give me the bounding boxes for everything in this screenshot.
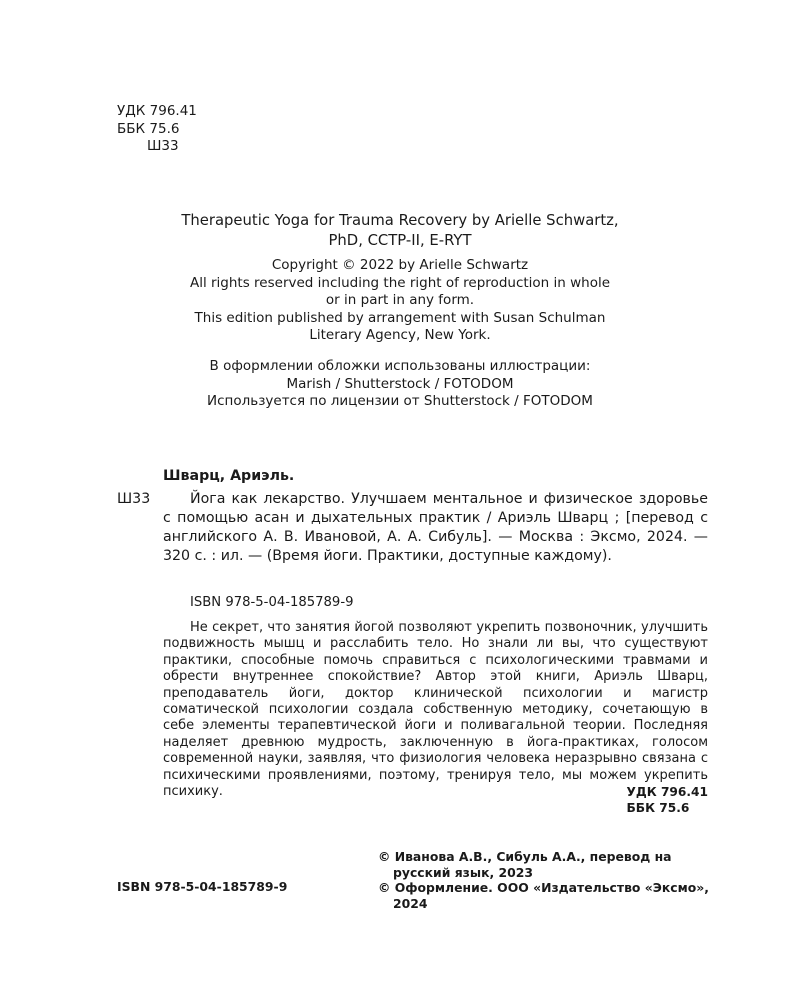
original-title-line2: PhD, CCTP-II, E-RYT (328, 232, 472, 249)
udk-code: УДК 796.41 (117, 103, 197, 119)
illustration-line3: Используется по лицензии от Shutterstock / FOTODOM (207, 393, 593, 409)
bbk-code: ББК 75.6 (117, 120, 180, 137)
rights-line1: All rights reserved including the right of reproduction in whole (189, 274, 611, 291)
copyright-line: Copyright © 2022 by Arielle Schwartz (271, 257, 529, 273)
annotation: Не секрет, что занятия йогой позволяют укрепить позвоночник, улучшить подвижность мышц и расслабить тело. Но знали ли вы, что существуют практики, способные помочь справиться с психологическими травмами и обрести внутреннее спокойствие? Автор этой книги, Ариэль Шварц, преподаватель йоги, доктор клинической психологии и магистр соматической психологии создала собственную методику, сочетающую в себе элементы терапевтической йоги и поливагальной теории. Последняя наделяет древнюю мудрость, заключенную в йога-практиках, голосом современной науки, заявляя, что физиология человека неразрывно связана с психическими проявлениями, поэтому, тренируя тело, мы можем укрепить психику. (163, 620, 708, 800)
design-copyright: © Оформление. ООО «Издательство «Эксмо», 2024 (378, 880, 709, 911)
right-classification-codes (627, 784, 709, 816)
right-udk-code: УДК 796.41 (626, 785, 708, 799)
illustration-line2: Marish / Shutterstock / FOTODOM (286, 375, 514, 392)
author-mark: Ш33 (147, 138, 179, 154)
classification-codes (117, 103, 197, 156)
rights-line2: or in part in any form. (325, 292, 475, 308)
translation-copyright: © Иванова А.В., Сибуль А.А., перевод на русский язык, 2023 (378, 849, 672, 880)
footer-copyrights (378, 849, 718, 911)
record-isbn: ISBN 978-5-04-185789-9 (190, 595, 354, 610)
original-title (130, 211, 670, 251)
edition-line1: This edition published by arrangement with Susan Schulman (194, 309, 606, 326)
edition-line2: Literary Agency, New York. (309, 327, 491, 343)
copyright-block (130, 257, 670, 345)
record-code: Ш33 (117, 491, 151, 507)
illustration-credits (130, 358, 670, 411)
right-bbk-code: ББК 75.6 (626, 801, 690, 815)
record-author: Шварц, Ариэль. (163, 468, 295, 484)
illustration-line1: В оформлении обложки использованы иллюстрации: (209, 358, 591, 374)
original-title-line1: Therapeutic Yoga for Trauma Recovery by Arielle Schwartz, (181, 212, 619, 229)
footer-isbn: ISBN 978-5-04-185789-9 (117, 879, 288, 894)
record-description: Йога как лекарство. Улучшаем ментальное и физическое здоровье с помощью асан и дыхательных практик / Ариэль Шварц ; [перевод с английского А. В. Ивановой, А. А. Сибуль]. — Москва : Эксмо, 2024. — 320 с. : ил. — (Время йоги. Практики, доступные каждому). (163, 491, 708, 564)
